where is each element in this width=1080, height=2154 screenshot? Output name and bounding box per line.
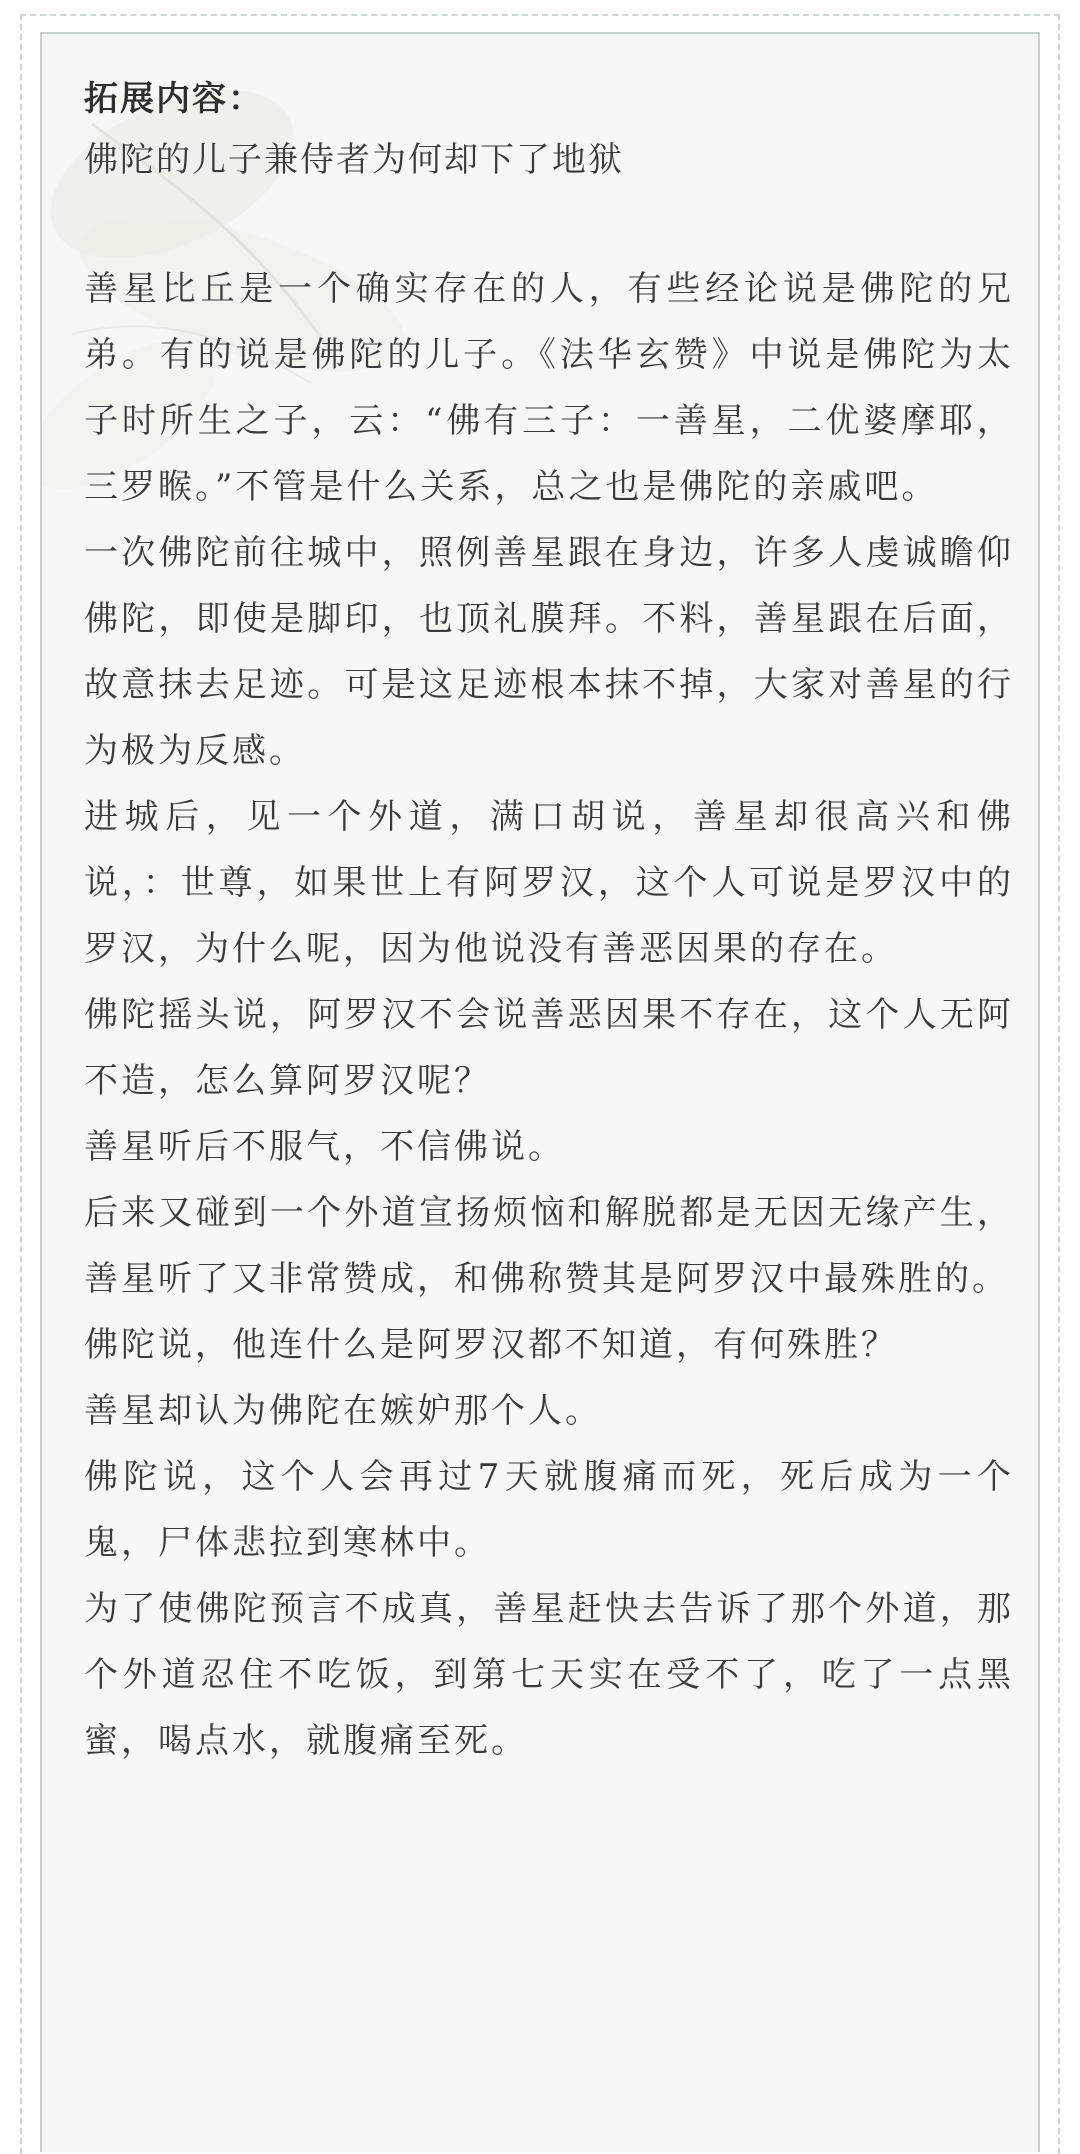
paragraph: 一次佛陀前往城中，照例善星跟在身边，许多人虔诚瞻仰佛陀，即使是脚印，也顶礼膜拜。不料，善星跟在后面，故意抹去足迹。可是这足迹根本抹不掉，大家对善星的行为极为反感。 <box>84 533 1014 771</box>
paragraph: 进城后，见一个外道，满口胡说，善星却很高兴和佛说，：世尊，如果世上有阿罗汉，这个人可说是罗汉中的罗汉，为什么呢，因为他说没有善恶因果的存在。 <box>84 797 1014 969</box>
article-subtitle: 佛陀的儿子兼侍者为何却下了地狱 <box>84 140 624 180</box>
section-heading: 拓展内容： <box>84 79 264 119</box>
paragraph: 佛陀说，这个人会再过7天就腹痛而死，死后成为一个鬼，尸体悲拉到寒林中。 <box>84 1457 1014 1563</box>
paragraph: 佛陀说，他连什么是阿罗汉都不知道，有何殊胜？ <box>84 1325 898 1365</box>
paragraph: 善星却认为佛陀在嫉妒那个人。 <box>84 1391 602 1431</box>
paragraph: 为了使佛陀预言不成真，善星赶快去告诉了那个外道，那个外道忍住不吃饭，到第七天实在受不了，吃了一点黑蜜，喝点水，就腹痛至死。 <box>84 1589 1014 1761</box>
article-panel <box>40 32 1040 2152</box>
article-content <box>84 70 1014 1774</box>
paragraph: 佛陀摇头说，阿罗汉不会说善恶因果不存在，这个人无阿不造，怎么算阿罗汉呢？ <box>84 995 1014 1101</box>
paragraph: 善星比丘是一个确实存在的人，有些经论说是佛陀的兄弟。有的说是佛陀的儿子。《法华玄赞》中说是佛陀为太子时所生之子，云：“佛有三子：一善星，二优婆摩耶，三罗睺。”不管是什么关系，总之也是佛陀的亲戚吧。 <box>84 269 1014 507</box>
paragraph: 善星听后不服气，不信佛说。 <box>84 1127 565 1167</box>
paragraph: 后来又碰到一个外道宣扬烦恼和解脱都是无因无缘产生，善星听了又非常赞成，和佛称赞其是阿罗汉中最殊胜的。 <box>84 1193 1014 1299</box>
